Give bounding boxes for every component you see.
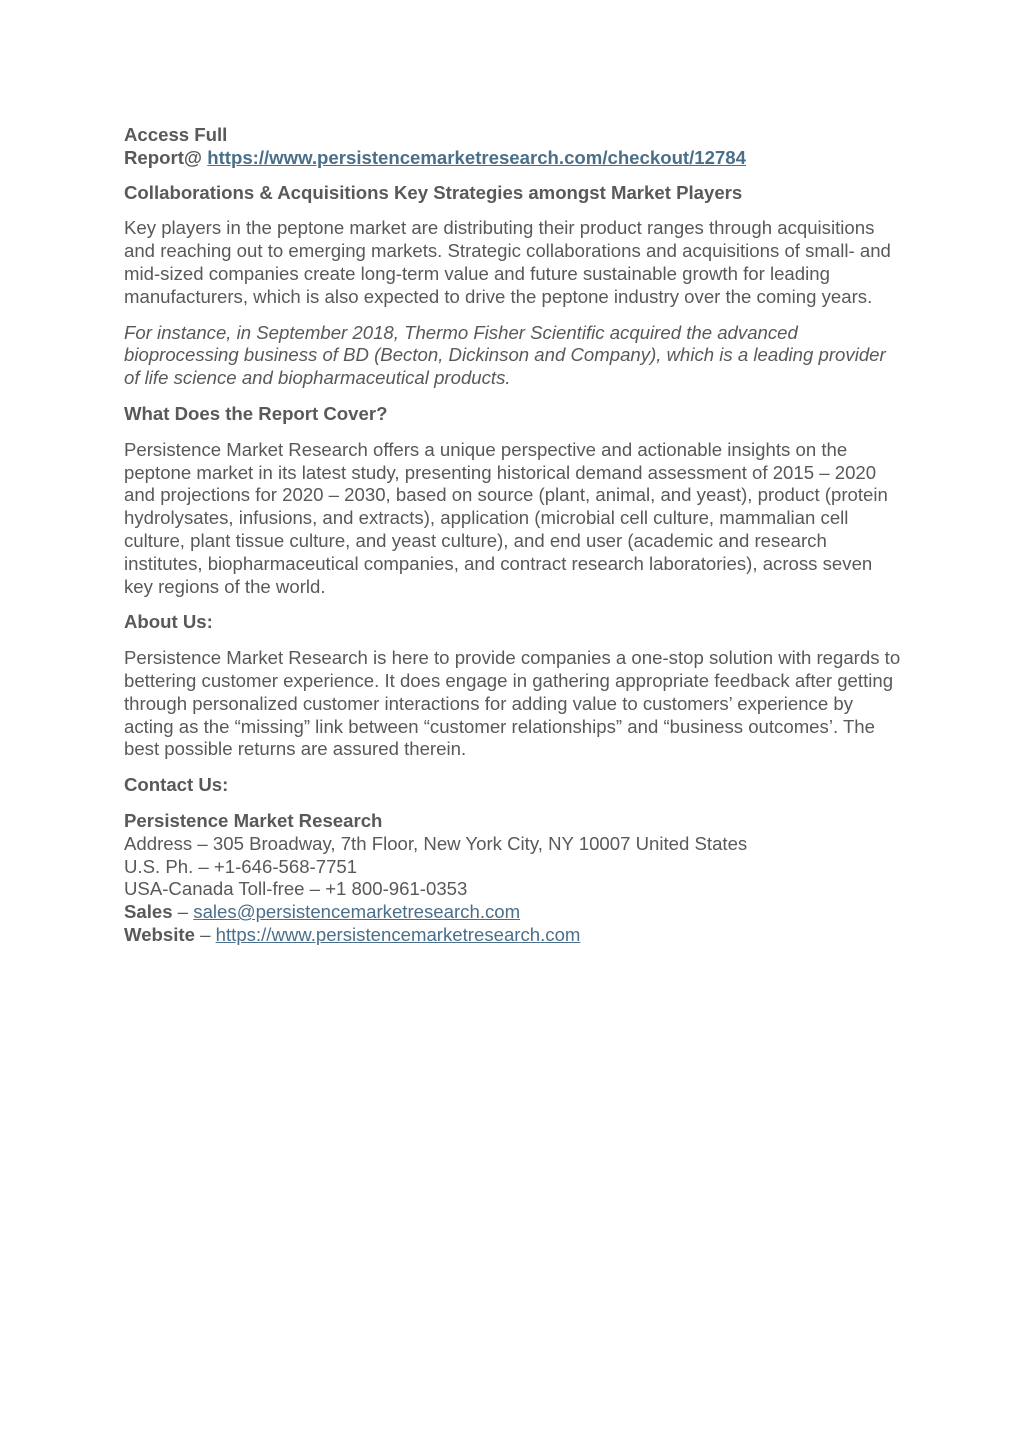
report-prefix: Report@ <box>124 146 208 168</box>
document-page <box>124 124 904 947</box>
report-heading: What Does the Report Cover? <box>124 402 388 424</box>
sales-email-link[interactable]: sales@persistencemarketresearch.com <box>193 901 521 923</box>
sales-label: Sales <box>124 901 173 923</box>
collab-heading: Collaborations & Acquisitions Key Strategies amongst Market Players <box>124 181 743 203</box>
about-paragraph: Persistence Market Research is here to provide companies a one-stop solution with regards to bettering customer experience. It does engage in gathering appropriate feedback after getting through personalized customer interactions for adding value to customers’ experience by acting as the “missing” link between “customer relationships” and “business outcomes’. The best possible returns are assured therein. <box>124 647 901 760</box>
company-name: Persistence Market Research <box>124 809 383 831</box>
website-separator: – <box>194 923 216 945</box>
contact-heading: Contact Us: <box>124 774 229 796</box>
checkout-link[interactable]: https://www.persistencemarketresearch.com/checkout/12784 <box>207 146 746 168</box>
tollfree-line: USA-Canada Toll-free – +1 800-961-0353 <box>124 878 468 900</box>
website-link[interactable]: https://www.persistencemarketresearch.com <box>215 923 581 945</box>
sales-line <box>124 901 904 924</box>
report-paragraph: Persistence Market Research offers a unique perspective and actionable insights on the peptone market in its latest study, presenting historical demand assessment of 2015 – 2020 and projections for 2020 – 2030, based on source (plant, animal, and yeast), product (protein hydrolysates, infusions, and extracts), application (microbial cell culture, mammalian cell culture, plant tissue culture, and yeast culture), and end user (academic and research institutes, biopharmaceutical companies, and contract research laboratories), across seven key regions of the world. <box>124 438 888 597</box>
about-heading: About Us: <box>124 611 213 633</box>
phone-line: U.S. Ph. – +1-646-568-7751 <box>124 855 358 877</box>
website-line <box>124 924 904 947</box>
contact-details <box>124 810 904 947</box>
address-line: Address – 305 Broadway, 7th Floor, New York City, NY 10007 United States <box>124 832 748 854</box>
access-full-report <box>124 124 904 170</box>
collab-paragraph: Key players in the peptone market are distributing their product ranges through acquisitions and reaching out to emerging markets. Strategic collaborations and acquisitions of small- and mid-sized companies create long-term value and future sustainable growth for leading manufacturers, which is also expected to drive the peptone industry over the coming years. <box>124 217 891 307</box>
access-full-label: Access Full <box>124 124 228 145</box>
collab-example-paragraph: For instance, in September 2018, Thermo Fisher Scientific acquired the advanced bioprocessing business of BD (Becton, Dickinson and Company), which is a leading provider of life science and biopharmaceutical products. <box>124 321 886 389</box>
website-label: Website <box>124 923 195 945</box>
sales-separator: – <box>172 901 194 923</box>
